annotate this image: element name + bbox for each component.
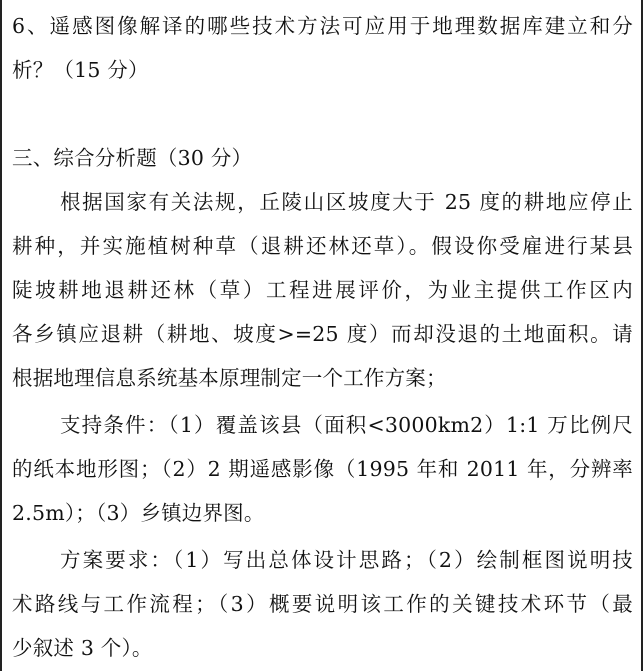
paragraph-1-line-3: 陡坡耕地退耕还林（草）工程进展评价，为业主提供工作区内 [12, 278, 633, 302]
paragraph-1-line-1: 根据国家有关法规，丘陵山区坡度大于 25 度的耕地应停止 [60, 190, 633, 214]
paragraph-3-line-3: 少叙述 3 个）。 [12, 636, 153, 660]
question-6-line-1: 6、遥感图像解译的哪些技术方法可应用于地理数据库建立和分 [12, 14, 633, 38]
section-3-heading: 三、综合分析题（30 分） [12, 146, 253, 170]
paragraph-1-line-5: 根据地理信息系统基本原理制定一个工作方案； [12, 366, 447, 390]
question-6-line-2: 析？（15 分） [12, 58, 149, 82]
paragraph-1-line-4: 各乡镇应退耕（耕地、坡度>=25 度）而却没退的土地面积。请 [12, 322, 633, 346]
paragraph-3-line-1: 方案要求：（1）写出总体设计思路；（2）绘制框图说明技 [60, 548, 633, 572]
paragraph-3-line-2: 术路线与工作流程；（3）概要说明该工作的关键技术环节（最 [12, 592, 633, 616]
paragraph-2-line-3: 2.5m）；（3）乡镇边界图。 [12, 501, 265, 525]
paragraph-2-line-2: 的纸本地形图；（2）2 期遥感影像（1995 年和 2011 年，分辨率 [12, 457, 633, 481]
paragraph-2-line-1: 支持条件：（1）覆盖该县（面积<3000km2）1:1 万比例尺 [60, 413, 633, 437]
paragraph-1-line-2: 耕种，并实施植树种草（退耕还林还草）。假设你受雇进行某县 [12, 234, 633, 258]
